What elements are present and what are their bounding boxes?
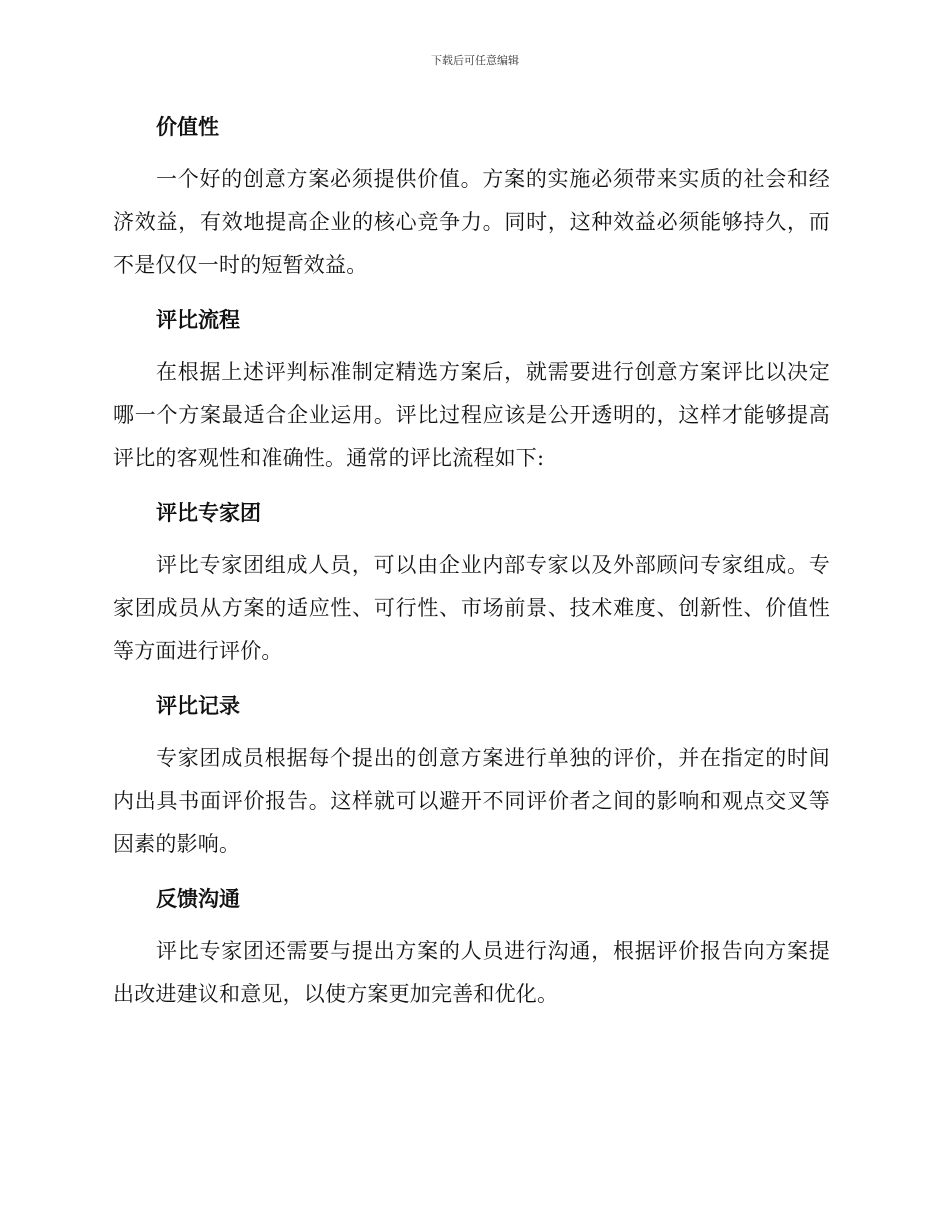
section-heading: 评比专家团 [156,501,261,525]
section-feedback [113,880,830,1016]
document-body [113,108,830,1030]
section-expert-panel [113,494,830,673]
section-evaluation-record [113,687,830,866]
section-heading: 反馈沟通 [156,887,240,911]
section-heading: 评比流程 [156,308,240,332]
section-heading: 评比记录 [156,694,240,718]
section-paragraph: 在根据上述评判标准制定精选方案后，就需要进行创意方案评比以决定哪一个方案最适合企业运用。评比过程应该是公开透明的，这样才能够提高评比的客观性和准确性。通常的评比流程如下: [113,360,830,470]
section-paragraph: 评比专家团组成人员，可以由企业内部专家以及外部顾问专家组成。专家团成员从方案的适应性、可行性、市场前景、技术难度、创新性、价值性等方面进行评价。 [113,553,830,663]
section-paragraph: 一个好的创意方案必须提供价值。方案的实施必须带来实质的社会和经济效益，有效地提高企业的核心竞争力。同时，这种效益必须能够持久，而不是仅仅一时的短暂效益。 [113,167,830,277]
section-evaluation-process [113,301,830,480]
section-paragraph: 专家团成员根据每个提出的创意方案进行单独的评价，并在指定的时间内出具书面评价报告。这样就可以避开不同评价者之间的影响和观点交叉等因素的影响。 [113,746,830,856]
section-heading: 价值性 [156,115,219,139]
section-value [113,108,830,287]
page-header: 下载后可任意编辑 [431,54,519,67]
section-paragraph: 评比专家团还需要与提出方案的人员进行沟通，根据评价报告向方案提出改进建议和意见，以使方案更加完善和优化。 [113,939,830,1006]
